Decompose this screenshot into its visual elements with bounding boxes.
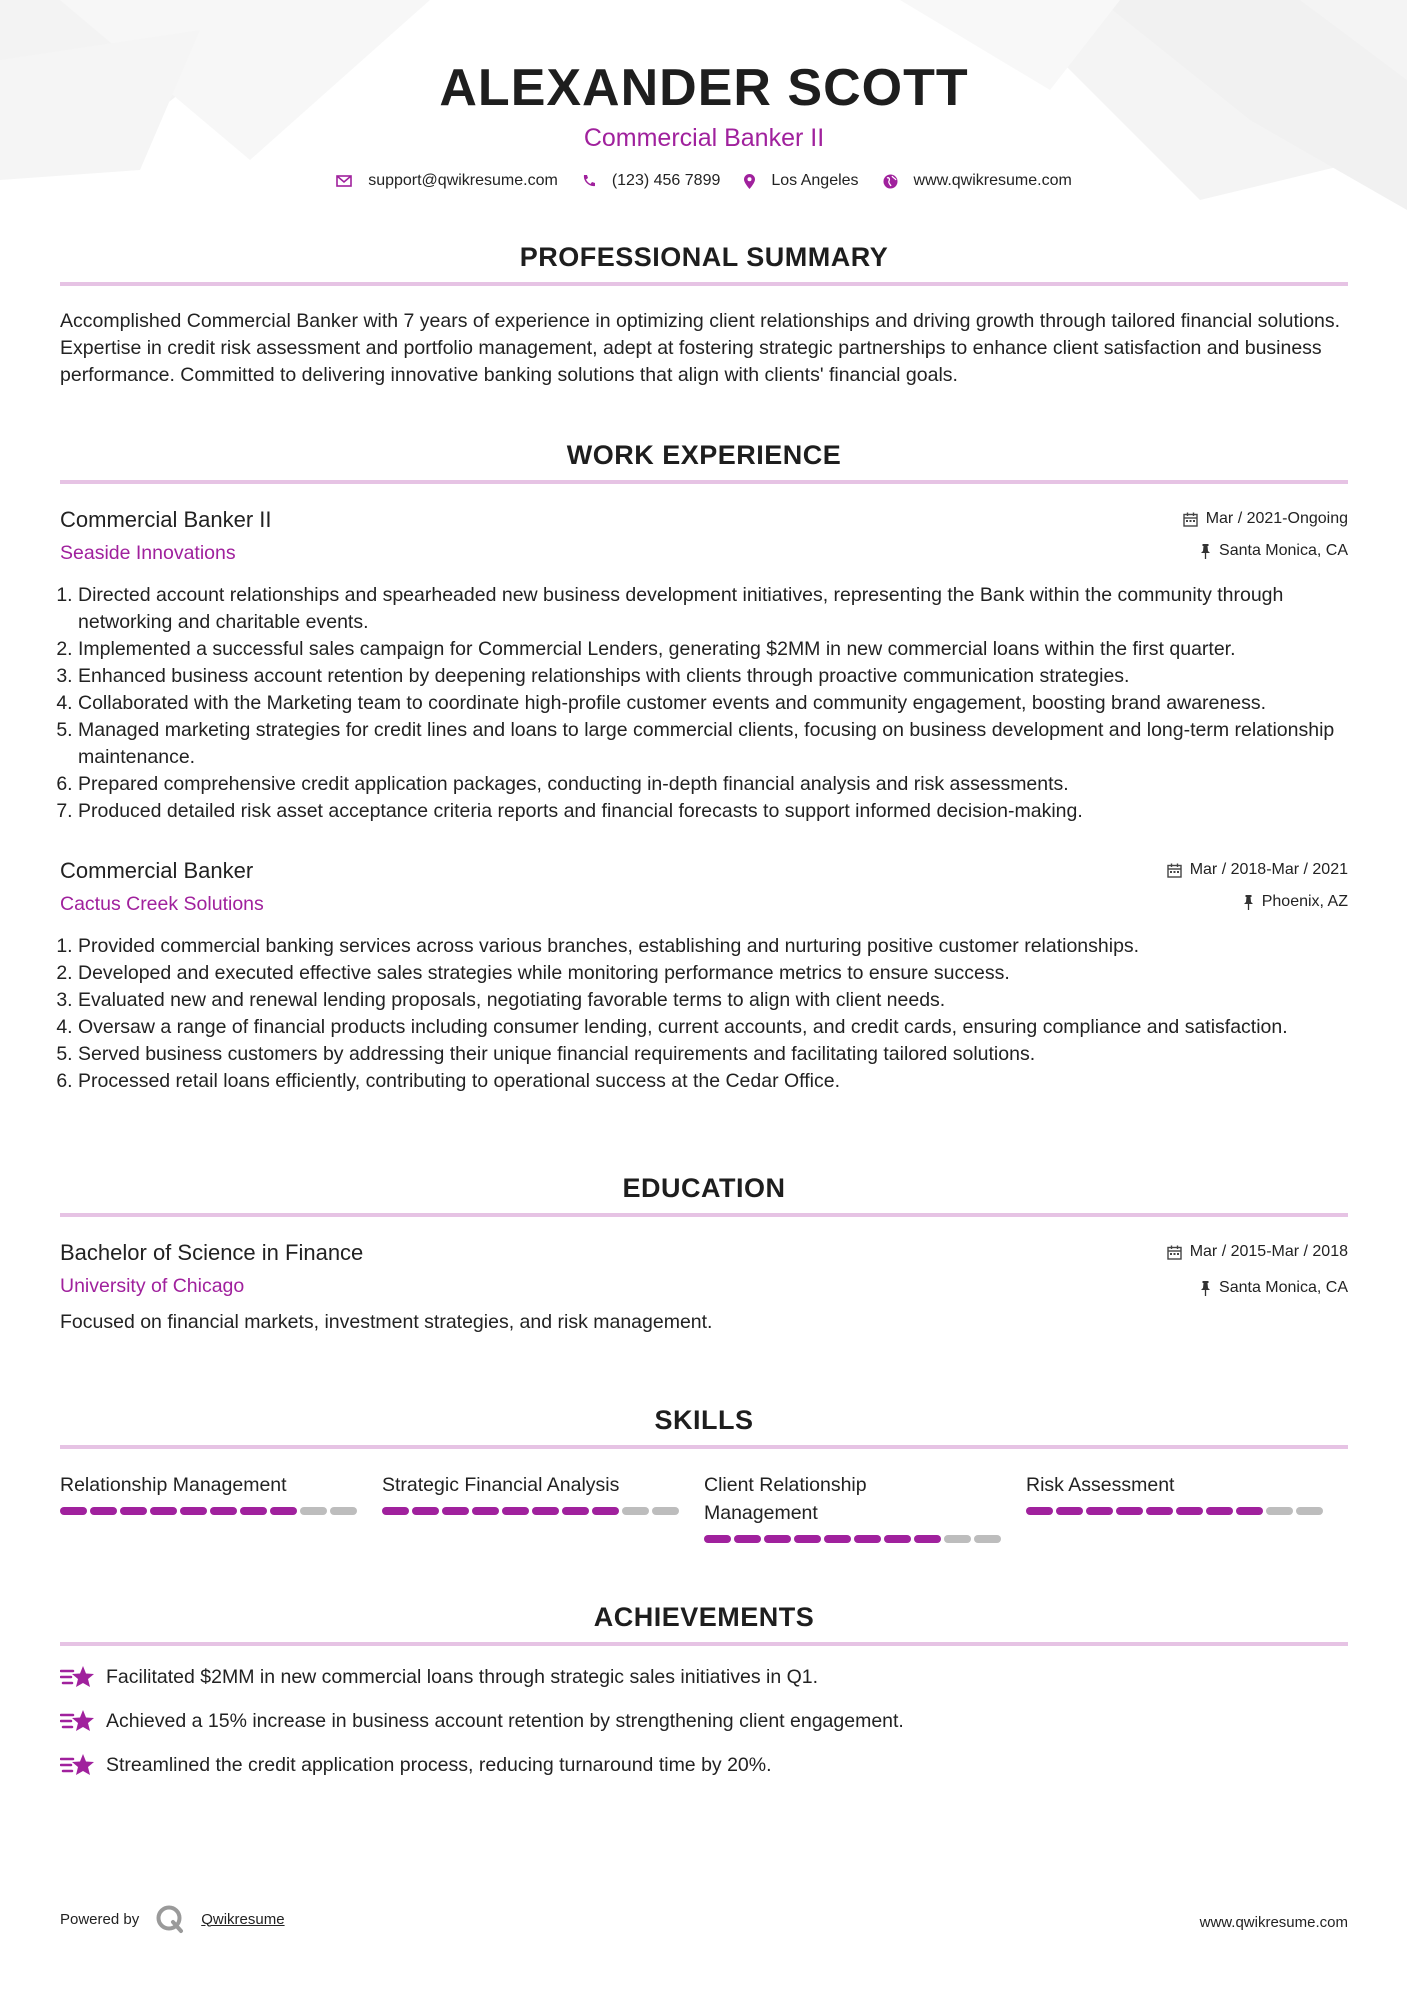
job-dates [1183, 510, 1348, 528]
globe-icon [883, 174, 898, 189]
skill-dot-filled [854, 1535, 881, 1543]
footer-website-link[interactable]: www.qwikresume.com [1199, 1914, 1348, 1931]
skill-dot-filled [1116, 1507, 1143, 1515]
degree-title: Bachelor of Science in Finance [60, 1240, 364, 1265]
skill-name: Relationship Management [60, 1474, 287, 1496]
skill-item [1026, 1471, 1348, 1543]
candidate-name: ALEXANDER SCOTT [439, 59, 969, 117]
job-company: Seaside Innovations [60, 542, 236, 564]
contact-website[interactable] [883, 172, 1072, 190]
contact-email[interactable] [336, 172, 558, 190]
job-location [1243, 893, 1348, 911]
qwikresume-logo-icon [155, 1904, 185, 1934]
summary-heading: PROFESSIONAL SUMMARY [519, 242, 889, 272]
list-item: 4. Collaborated with the Marketing team to coordinate high-profile customer events and community engagement, boosting brand awareness. [78, 690, 1348, 717]
skill-dot-filled [1056, 1507, 1083, 1515]
skill-dot-filled [562, 1507, 589, 1515]
work-heading: WORK EXPERIENCE [566, 440, 842, 470]
candidate-title: Commercial Banker II [583, 124, 825, 152]
shooting-star-icon [60, 1708, 96, 1734]
list-item: 1. Directed account relationships and spearheaded new business development initiatives, representing the Bank within the community through networking and charitable events. [78, 582, 1348, 636]
skills-section [60, 1403, 1348, 1543]
skill-item [60, 1471, 382, 1543]
contact-email-text: support@qwikresume.com [368, 172, 558, 189]
achievements-heading: ACHIEVEMENTS [593, 1602, 815, 1632]
skills-list [60, 1471, 1348, 1543]
job-dates [1167, 861, 1348, 879]
skill-dot-filled [704, 1535, 731, 1543]
skill-dot-empty [300, 1507, 327, 1515]
calendar-icon [1167, 863, 1182, 878]
pushpin-icon [1200, 1281, 1211, 1296]
achievement-item [60, 1752, 1348, 1778]
education-description: Focused on financial markets, investment strategies, and risk management. [60, 1311, 713, 1333]
work-experience-section [60, 438, 1348, 1095]
achievement-item [60, 1664, 1348, 1690]
job-location-text: Phoenix, AZ [1261, 893, 1348, 910]
job-dates-text: Mar / 2018-Mar / 2021 [1189, 861, 1348, 878]
education-dates-text: Mar / 2015-Mar / 2018 [1189, 1243, 1348, 1260]
list-item: 2. Developed and executed effective sales strategies while monitoring performance metrics to ensure success. [78, 960, 1348, 987]
pushpin-icon [1200, 544, 1211, 559]
list-item: 1. Provided commercial banking services across various branches, establishing and nurturing positive customer relationships. [78, 933, 1348, 960]
achievement-text: Facilitated $2MM in new commercial loans through strategic sales initiatives in Q1. [106, 1666, 819, 1688]
contact-bar [60, 172, 1348, 190]
list-item: 3. Evaluated new and renewal lending proposals, negotiating favorable terms to align with client needs. [78, 987, 1348, 1014]
skill-dot-filled [1146, 1507, 1173, 1515]
list-item: 3. Enhanced business account retention by deepening relationships with clients through proactive communication strategies. [78, 663, 1348, 690]
job-entry [60, 506, 1348, 825]
skill-dot-empty [330, 1507, 357, 1515]
education-section [60, 1171, 1348, 1336]
skill-dot-filled [210, 1507, 237, 1515]
skill-dot-filled [764, 1535, 791, 1543]
section-divider [60, 1213, 1348, 1217]
skill-dot-filled [592, 1507, 619, 1515]
skill-dot-filled [270, 1507, 297, 1515]
shooting-star-icon [60, 1752, 96, 1778]
skill-name: Strategic Financial Analysis [382, 1474, 620, 1496]
contact-website-text: www.qwikresume.com [913, 172, 1072, 189]
skill-item [704, 1471, 1026, 1543]
skill-dot-filled [1086, 1507, 1113, 1515]
skill-dot-filled [1176, 1507, 1203, 1515]
shooting-star-icon [60, 1664, 96, 1690]
envelope-icon [336, 175, 352, 187]
section-divider [60, 282, 1348, 286]
summary-text: Accomplished Commercial Banker with 7 years of experience in optimizing client relationships and driving growth through tailored financial solutions. Expertise in credit risk assessment and portfolio management, adept at fostering strategic partnerships to enhance client satisfaction and business performance. Committed to delivering innovative banking solutions that align with clients' financial goals. [60, 310, 1341, 386]
job-location-text: Santa Monica, CA [1219, 542, 1348, 559]
education-location [1200, 1279, 1348, 1297]
skill-dot-filled [824, 1535, 851, 1543]
contact-location-text: Los Angeles [771, 172, 859, 189]
list-item: 7. Produced detailed risk asset acceptance criteria reports and financial forecasts to support informed decision-making. [78, 798, 1348, 825]
list-item: 5. Managed marketing strategies for credit lines and loans to large commercial clients, focusing on business development and long-term relationship maintenance. [78, 717, 1348, 771]
list-item: 4. Oversaw a range of financial products including consumer lending, current accounts, and credit cards, ensuring compliance and satisfaction. [78, 1014, 1348, 1041]
skill-dot-filled [734, 1535, 761, 1543]
skill-dot-empty [652, 1507, 679, 1515]
page-footer [60, 1898, 1348, 1938]
calendar-icon [1167, 1245, 1182, 1260]
achievement-item [60, 1708, 1348, 1734]
achievement-text: Achieved a 15% increase in business account retention by strengthening client engagement. [106, 1710, 904, 1732]
skill-dot-filled [120, 1507, 147, 1515]
skill-dot-filled [472, 1507, 499, 1515]
resume-header [60, 0, 1348, 190]
phone-icon [582, 174, 596, 188]
skill-rating [704, 1535, 1026, 1543]
education-entry [60, 1239, 1348, 1336]
contact-location[interactable] [744, 172, 858, 190]
job-entry [60, 857, 1348, 1095]
skill-dot-filled [1236, 1507, 1263, 1515]
job-title: Commercial Banker II [60, 507, 272, 532]
skill-dot-filled [914, 1535, 941, 1543]
skill-dot-empty [622, 1507, 649, 1515]
skill-rating [1026, 1507, 1348, 1515]
list-item: 2. Implemented a successful sales campaign for Commercial Lenders, generating $2MM in new commercial loans within the first quarter. [78, 636, 1348, 663]
skill-dot-empty [1296, 1507, 1323, 1515]
education-heading: EDUCATION [622, 1173, 786, 1203]
section-divider [60, 1642, 1348, 1646]
powered-by-label: Powered by [60, 1910, 140, 1928]
contact-phone[interactable] [582, 172, 721, 190]
skill-dot-filled [1206, 1507, 1233, 1515]
list-item: 6. Prepared comprehensive credit application packages, conducting in-depth financial analysis and risk assessments. [78, 771, 1348, 798]
skill-dot-empty [1266, 1507, 1293, 1515]
skill-dot-filled [442, 1507, 469, 1515]
achievements-section [60, 1600, 1348, 1778]
skill-dot-filled [884, 1535, 911, 1543]
job-responsibilities [60, 582, 1348, 825]
achievements-list [60, 1664, 1348, 1778]
brand-link[interactable]: Qwikresume [201, 1910, 285, 1928]
skill-rating [60, 1507, 382, 1515]
skill-dot-filled [382, 1507, 409, 1515]
map-marker-icon [744, 174, 755, 189]
skill-dot-filled [502, 1507, 529, 1515]
skill-dot-filled [90, 1507, 117, 1515]
section-divider [60, 1445, 1348, 1449]
skill-name: Risk Assessment [1026, 1474, 1175, 1496]
skill-dot-filled [60, 1507, 87, 1515]
skill-dot-filled [794, 1535, 821, 1543]
pushpin-icon [1243, 895, 1254, 910]
skill-dot-filled [1026, 1507, 1053, 1515]
skill-rating [382, 1507, 704, 1515]
calendar-icon [1183, 512, 1198, 527]
section-divider [60, 480, 1348, 484]
job-company: Cactus Creek Solutions [60, 893, 264, 915]
skill-dot-filled [532, 1507, 559, 1515]
skill-dot-filled [412, 1507, 439, 1515]
skills-heading: SKILLS [654, 1405, 754, 1435]
job-responsibilities [60, 933, 1348, 1095]
skill-dot-filled [150, 1507, 177, 1515]
education-dates [1167, 1243, 1348, 1261]
list-item: 5. Served business customers by addressing their unique financial requirements and facilitating tailored solutions. [78, 1041, 1348, 1068]
job-title: Commercial Banker [60, 858, 254, 883]
list-item: 6. Processed retail loans efficiently, contributing to operational success at the Cedar Office. [78, 1068, 1348, 1095]
skill-dot-empty [944, 1535, 971, 1543]
skill-name: Client Relationship Management [704, 1474, 867, 1524]
powered-by [60, 1904, 285, 1934]
skill-dot-empty [974, 1535, 1001, 1543]
school-name: University of Chicago [60, 1275, 245, 1297]
education-location-text: Santa Monica, CA [1219, 1279, 1348, 1296]
professional-summary-section [60, 240, 1348, 389]
skill-dot-filled [240, 1507, 267, 1515]
achievement-text: Streamlined the credit application process, reducing turnaround time by 20%. [106, 1754, 772, 1776]
skill-item [382, 1471, 704, 1543]
job-dates-text: Mar / 2021-Ongoing [1205, 510, 1348, 527]
resume-page [60, 0, 1348, 1990]
job-location [1200, 542, 1348, 560]
skill-dot-filled [180, 1507, 207, 1515]
contact-phone-text: (123) 456 7899 [611, 172, 721, 189]
